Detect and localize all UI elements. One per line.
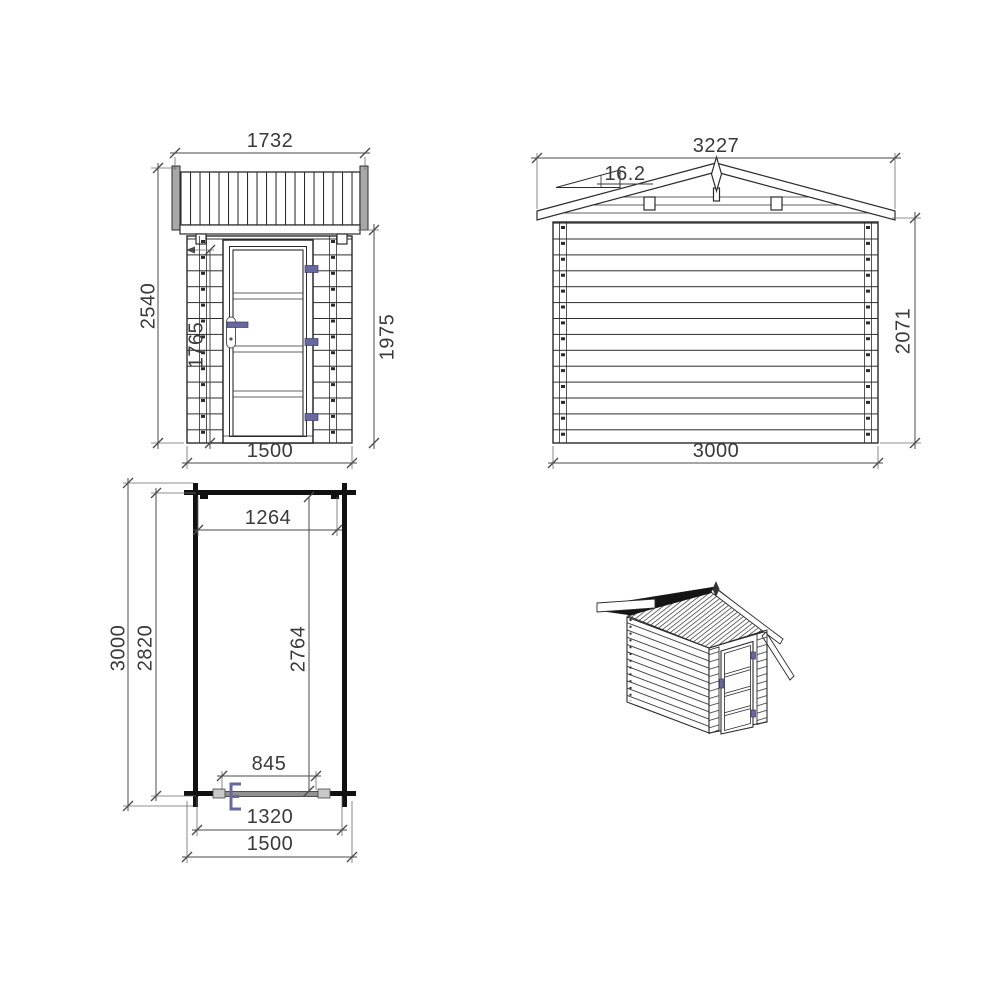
- plan-door-pivot-right: [318, 789, 330, 798]
- iso-corner-logs-left: [709, 647, 719, 734]
- front-eave-beam: [180, 225, 360, 234]
- iso-door-hinge-icon: [751, 652, 756, 659]
- dim-side-wall-height: 2071: [892, 307, 915, 355]
- front-door: [223, 240, 318, 443]
- iso-door: [720, 642, 756, 735]
- side-wall: [553, 222, 878, 443]
- iso-door-hinge-icon: [751, 710, 756, 717]
- door-leaf: [233, 250, 303, 436]
- dim-plan-interior-length: 2764: [287, 625, 310, 673]
- dim-front-base-width: 1500: [246, 440, 294, 462]
- roof-finial: [712, 157, 722, 191]
- dim-front-roof-width: 1732: [246, 130, 294, 152]
- roof-slope-right: [716, 163, 895, 220]
- dim-plan-inner-width: 1320: [246, 806, 294, 828]
- dim-plan-door-opening: 845: [251, 753, 287, 775]
- dim-plan-inner-depth: 2820: [134, 624, 157, 672]
- plan-wall-rear: [184, 490, 356, 495]
- purlin-end-right: [771, 197, 782, 210]
- front-bargeboard-right: [360, 166, 368, 230]
- door-escutcheon: [227, 317, 236, 348]
- iso-corner-logs-right: [757, 630, 767, 725]
- plan-log-end: [200, 495, 208, 499]
- side-elevation-view: [531, 135, 921, 469]
- front-elevation-view: [137, 130, 398, 469]
- dim-side-base-length: 3000: [692, 440, 740, 462]
- front-roof-boards: [180, 172, 360, 225]
- dim-front-overall-height: 2540: [137, 282, 160, 330]
- dim-plan-inner-width-front: 1264: [244, 507, 292, 529]
- keyhole-icon: [229, 337, 232, 340]
- dim-plan-outer-width: 1500: [246, 833, 294, 855]
- door-hinge-icon: [305, 266, 318, 273]
- plan-log-end: [331, 495, 339, 499]
- dim-roof-pitch: 16.2: [604, 163, 646, 185]
- dim-front-door-height: 1765: [185, 321, 208, 369]
- iso-view: [597, 581, 794, 734]
- front-bargeboard-left: [172, 166, 180, 230]
- plan-wall-right: [342, 483, 347, 807]
- purlin-end-left: [644, 197, 655, 210]
- dim-plan-outer-depth: 3000: [107, 624, 130, 672]
- floor-plan-view: [107, 478, 357, 863]
- door-hinge-icon: [305, 414, 318, 421]
- door-hinge-icon: [305, 339, 318, 346]
- dim-side-roof-span: 3227: [692, 135, 740, 157]
- plan-door-pivot-left: [213, 789, 225, 798]
- door-handle-icon: [227, 322, 248, 328]
- iso-door-handle-icon: [720, 679, 725, 688]
- dim-front-wall-height: 1975: [376, 313, 399, 361]
- front-purlin-right: [337, 234, 347, 244]
